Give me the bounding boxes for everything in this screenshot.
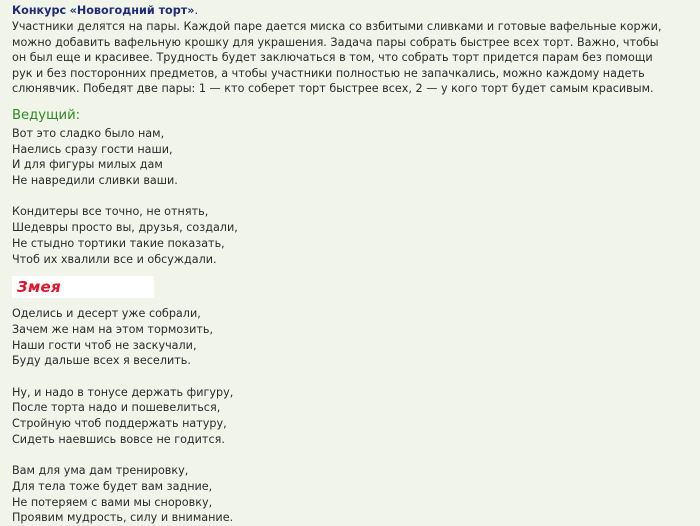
verse-line: Не стыдно тортики такие показать, <box>12 236 225 250</box>
intro-line: Участники делятся на пары. Каждой паре дается миска со взбитыми сливками и готовые вафельные коржи, <box>12 20 662 33</box>
intro-line: слюнявчик. Победят две пары: 1 — кто соберет торт быстрее всех, 2 — у кого торт будет самым красивым. <box>12 82 654 96</box>
intro-line: можно добавить вафельную крошку для украшения. Задача пары собрать быстрее всех торт. Важно, чтобы <box>12 35 659 49</box>
contest-title <box>12 3 700 19</box>
verse-line: Кондитеры все точно, не отнять, <box>12 205 209 219</box>
contest-trailing: . <box>194 4 199 17</box>
verse-line: Не навредили сливки ваши. <box>12 174 178 188</box>
verse-line: Оделись и десерт уже собрали, <box>12 307 201 321</box>
contest-label: Конкурс <box>12 4 67 17</box>
role-label: Змея <box>17 278 61 297</box>
verse-line: После торта надо и пошевелиться, <box>12 401 221 415</box>
verse-line: Чтоб их хвалили все и обсуждали. <box>12 252 217 266</box>
verse-line: Вот это сладко было нам, <box>12 126 165 140</box>
verse-line: Шедевры просто вы, друзья, создали, <box>12 221 238 235</box>
intro-line: рук и без посторонних предметов, а чтобы участники полностью не запачкались, можно каждому надеть <box>12 66 645 80</box>
verse-line: Зачем же нам на этом тормозить, <box>12 322 214 336</box>
host-stanza <box>12 204 700 267</box>
verse-line: Стройную чтоб поддержать натуру, <box>12 417 227 431</box>
verse-line: Буду дальше всех я веселить. <box>12 354 191 368</box>
intro-line: он был еще и красивее. Трудность будет заключаться в том, что собрать торт придется парам без помощи <box>12 51 653 65</box>
contest-description <box>12 19 694 97</box>
role-stanza <box>12 385 700 448</box>
verse-line: Не потеряем с вами мы сноровку, <box>12 495 213 509</box>
verse-line: Сидеть наевшись вовсе не годится. <box>12 432 225 446</box>
host-speaker-label: Ведущий: <box>12 107 81 123</box>
host-stanza <box>12 126 700 189</box>
verse-line: Наелись сразу гости наши, <box>12 142 173 156</box>
verse-line: Проявим мудрость, силу и внимание. <box>12 511 234 525</box>
verse-line: Для тела тоже будет вам задние, <box>12 479 213 493</box>
verse-line: Вам для ума дам тренировку, <box>12 464 189 478</box>
verse-line: Наши гости чтоб не заскучали, <box>12 338 197 352</box>
role-label-badge <box>12 276 154 298</box>
role-stanza <box>12 463 700 526</box>
verse-line: Ну, и надо в тонусе держать фигуру, <box>12 385 234 399</box>
contest-name: «Новогодний торт» <box>69 4 195 17</box>
verse-line: И для фигуры милых дам <box>12 158 163 172</box>
role-stanza <box>12 306 700 369</box>
